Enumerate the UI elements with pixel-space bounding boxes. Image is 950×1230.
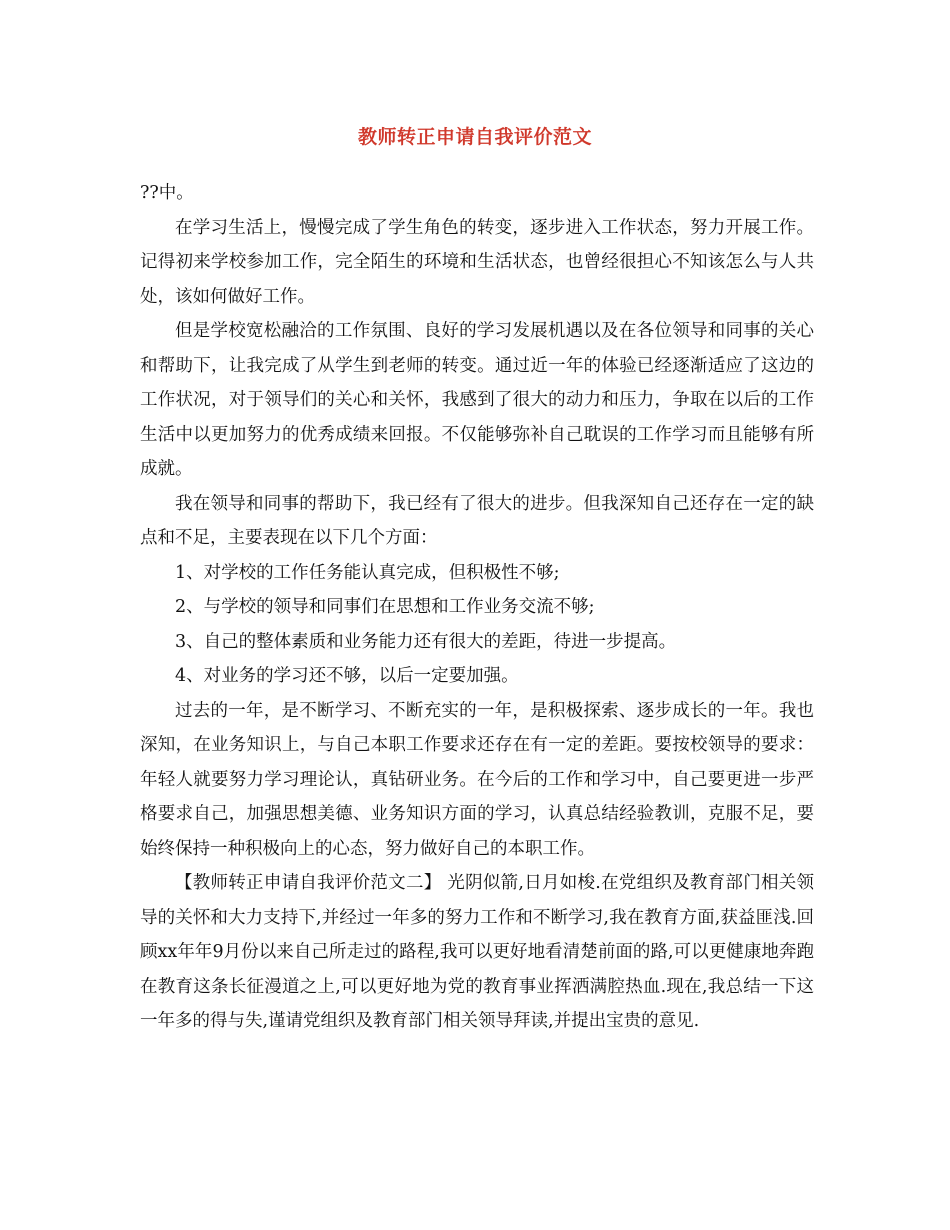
list-item: 2、与学校的领导和同事们在思想和工作业务交流不够; bbox=[175, 597, 595, 617]
list-item: 1、对学校的工作任务能认真完成，但积极性不够; bbox=[175, 562, 560, 583]
document-title: 教师转正申请自我评价范文 bbox=[357, 126, 592, 148]
list-item: 4、对业务的学习还不够，以后一定要加强。 bbox=[175, 666, 519, 686]
list-item: 3、自己的整体素质和业务能力还有很大的差距，待进一步提高。 bbox=[175, 631, 677, 652]
body-paragraph: 我在领导和同事的帮助下，我已经有了很大的进步。但我深知自己还存在一定的缺点和不足，主要表现在以下几个方面： bbox=[140, 493, 814, 548]
body-paragraph: ??中。 bbox=[140, 183, 194, 203]
body-paragraph: 过去的一年，是不断学习、不断充实的一年，是积极探索、逐步成长的一年。我也深知，在业务知识上，与自己本职工作要求还存在有一定的差距。要按校领导的要求：年轻人就要努力学习理论认，真钻研业务。在今后的工作和学习中，自己要更进一步严格要求自己，加强思想美德、业务知识方面的学习，认真总结经验教训，克服不足，要始终保持一种积极向上的心态，努力做好自己的本职工作。 bbox=[140, 700, 814, 859]
document-body bbox=[140, 176, 814, 1039]
body-paragraph: 【教师转正申请自我评价范文二】 光阴似箭,日月如梭.在党组织及教育部门相关领导的关怀和大力支持下,并经过一年多的努力工作和不断学习,我在教育方面,获益匪浅.回顾xx年年9月份以来自己所走过的路程,我可以更好地看清楚前面的路,可以更健康地奔跑在教育这条长征漫道之上,可以更好地为党的教育事业挥洒满腔热血.现在,我总结一下这一年多的得与失,谨请党组织及教育部门相关领导拜读,并提出宝贵的意见. bbox=[140, 873, 814, 1031]
body-paragraph: 在学习生活上，慢慢完成了学生角色的转变，逐步进入工作状态，努力开展工作。 记得初来学校参加工作，完全陌生的环境和生活状态，也曾经很担心不知该怎么与人共处，该如何做好工作。 bbox=[140, 217, 814, 307]
body-paragraph: 但是学校宽松融洽的工作氛围、良好的学习发展机遇以及在各位领导和同事的关心和帮助下，让我完成了从学生到老师的转变。通过近一年的体验已经逐渐适应了这边的工作状况，对于领导们的关心和关怀，我感到了很大的动力和压力，争取在以后的工作生活中以更加努力的优秀成绩来回报。不仅能够弥补自己耽误的工作学习而且能够有所成就。 bbox=[140, 321, 814, 479]
